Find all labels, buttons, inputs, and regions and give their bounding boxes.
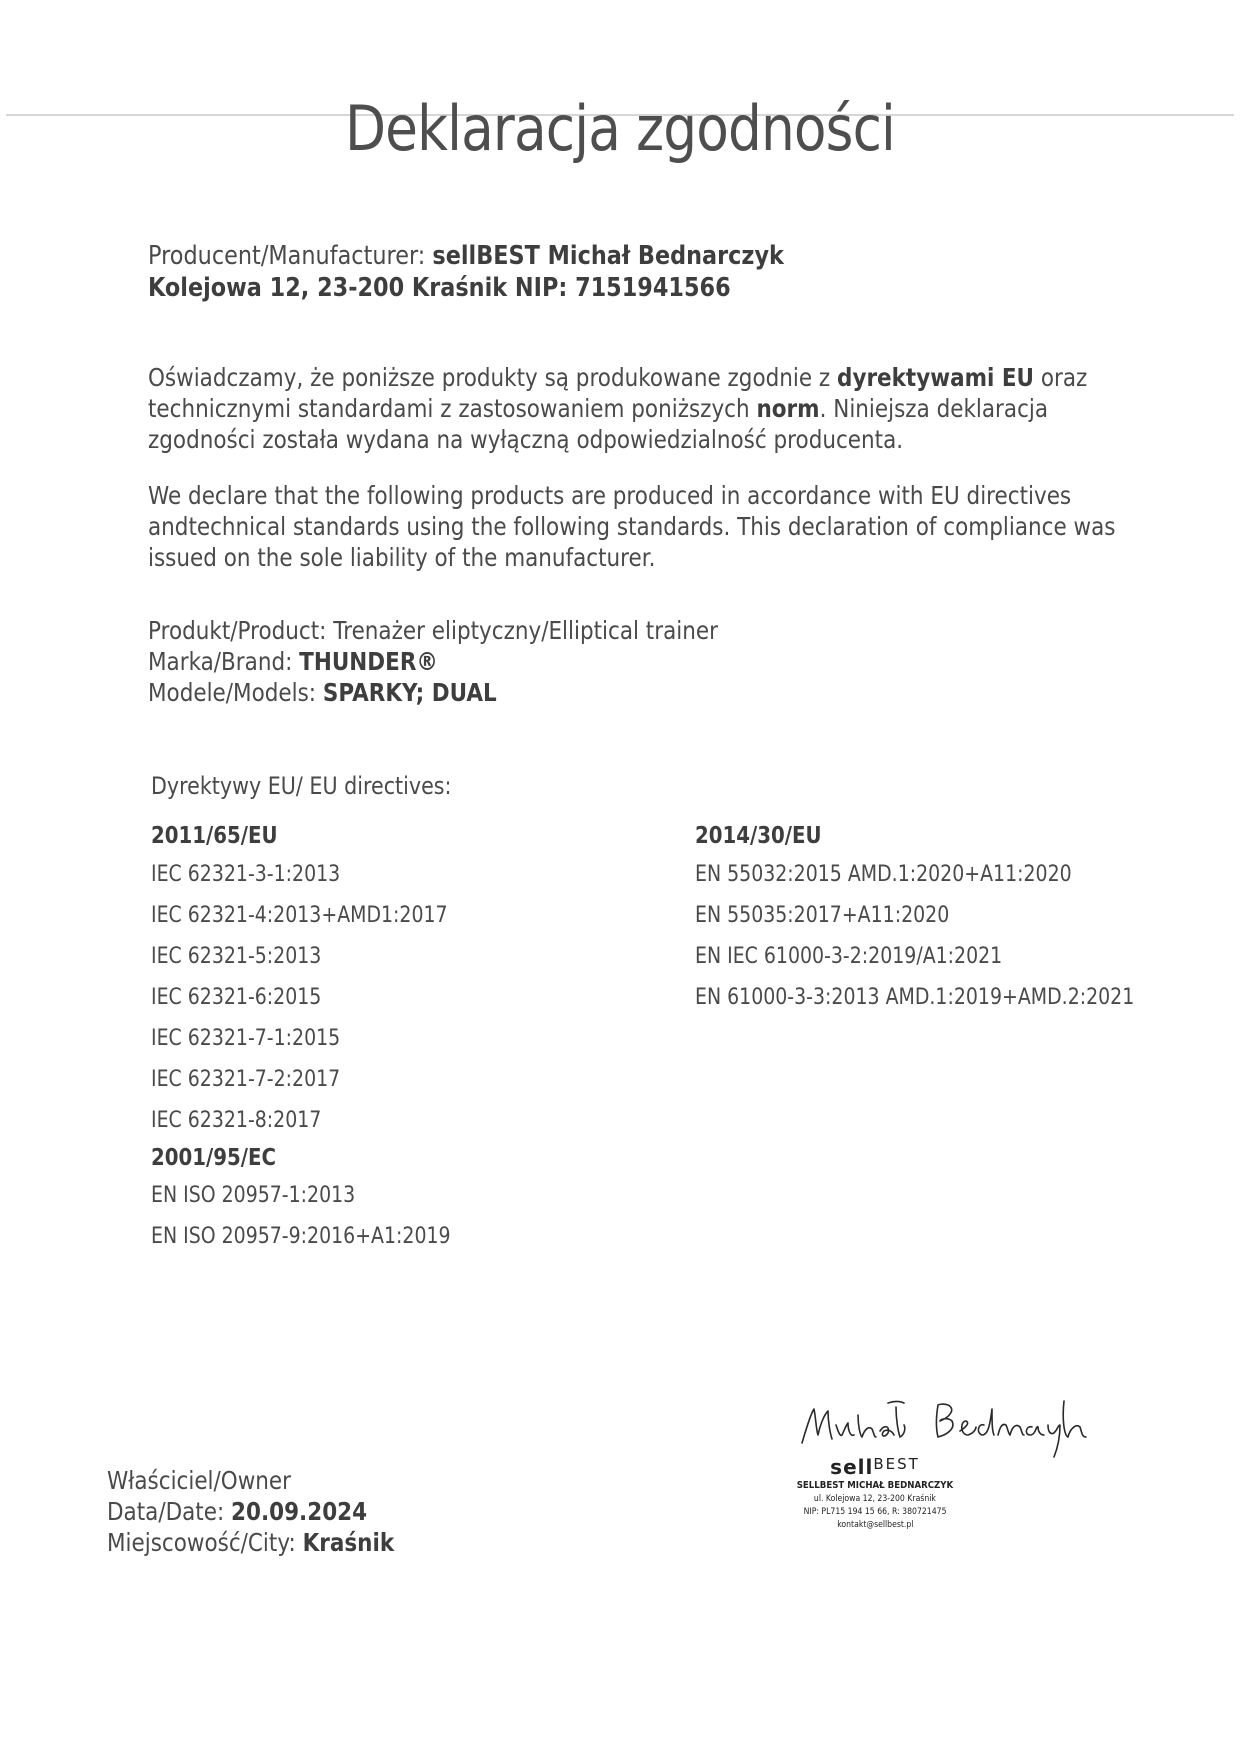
standard-item: EN 61000-3-3:2013 AMD.1:2019+AMD.2:2021 — [695, 985, 1135, 1010]
directive-code: 2001/95/EC — [151, 1145, 277, 1171]
date-value: 20.09.2024 — [231, 1497, 368, 1526]
brand-value: THUNDER® — [299, 647, 438, 676]
statement-pl-bold: dyrektywami EU — [837, 363, 1035, 392]
stamp-company: SELLBEST MICHAŁ BEDNARCZYK — [796, 1480, 954, 1491]
date-label: Data/Date: — [107, 1497, 225, 1526]
brand-label: Marka/Brand: — [148, 647, 293, 676]
statement-pl-bold: norm — [756, 394, 820, 423]
standard-item: EN 55032:2015 AMD.1:2020+A11:2020 — [695, 862, 1072, 887]
standard-item: EN 55035:2017+A11:2020 — [695, 903, 950, 928]
directives-heading — [151, 770, 500, 802]
city-label: Miejscowość/City: — [107, 1528, 296, 1557]
standard-item: IEC 62321-7-2:2017 — [151, 1067, 341, 1092]
company-stamp — [780, 1455, 970, 1532]
manufacturer-block — [148, 240, 887, 304]
directive-code: 2014/30/EU — [695, 823, 822, 849]
signature-area — [780, 1395, 1100, 1565]
statement-pl-text: oraz — [1034, 363, 1088, 392]
directives-left-column — [151, 818, 499, 1257]
models-label: Modele/Models: — [148, 678, 317, 707]
directives-heading-text: Dyrektywy EU/ EU directives: — [151, 772, 452, 800]
statement-pl-text: . Niniejsza deklaracja — [819, 394, 1049, 423]
directive-group — [695, 818, 1206, 1018]
statement-en-text: We declare that the following products are produced in accordance with EU directives — [148, 481, 1072, 510]
standard-item: EN ISO 20957-9:2016+A1:2019 — [151, 1224, 451, 1249]
standard-item: EN IEC 61000-3-2:2019/A1:2021 — [695, 944, 1003, 969]
stamp-logo-best: BEST — [873, 1455, 920, 1473]
manufacturer-name: sellBEST Michał Bednarczyk — [432, 241, 784, 271]
directive-group — [151, 1141, 499, 1257]
directive-code: 2011/65/EU — [151, 823, 278, 849]
manufacturer-address: Kolejowa 12, 23-200 Kraśnik NIP: 7151941566 — [148, 273, 731, 303]
stamp-logo-sell: sell — [830, 1455, 874, 1479]
owner-label: Właściciel/Owner — [107, 1466, 291, 1495]
standard-item: IEC 62321-4:2013+AMD1:2017 — [151, 903, 448, 928]
product-value: Trenażer eliptyczny/Elliptical trainer — [333, 616, 718, 645]
manufacturer-label: Producent/Manufacturer: — [148, 241, 426, 271]
statement-en — [148, 480, 1240, 573]
standard-item: IEC 62321-7-1:2015 — [151, 1026, 341, 1051]
stamp-ids: NIP: PL715 194 15 66, R: 380721475 — [803, 1507, 947, 1517]
statement-en-text: issued on the sole liability of the manufacturer. — [148, 543, 656, 572]
product-label: Produkt/Product: — [148, 616, 327, 645]
statement-pl-text: zgodności została wydana na wyłączną odpowiedzialność producenta. — [148, 425, 904, 454]
stamp-address: ul. Kolejowa 12, 23-200 Kraśnik — [814, 1494, 936, 1504]
statement-pl-text: technicznymi standardami z zastosowaniem poniższych — [148, 394, 757, 423]
page-title: Deklaracja zgodności — [344, 92, 895, 165]
standard-item: IEC 62321-8:2017 — [151, 1108, 322, 1133]
standard-item: IEC 62321-5:2013 — [151, 944, 322, 969]
models-value: SPARKY; DUAL — [322, 678, 497, 707]
standard-item: IEC 62321-3-1:2013 — [151, 862, 341, 887]
directives-right-column — [695, 818, 1206, 1018]
stamp-email: kontakt@sellbest.pl — [836, 1520, 914, 1530]
standard-item: EN ISO 20957-1:2013 — [151, 1183, 356, 1208]
stamp-logo — [780, 1455, 970, 1479]
standard-item: IEC 62321-6:2015 — [151, 985, 322, 1010]
directive-group — [151, 818, 499, 1141]
city-value: Kraśnik — [302, 1528, 395, 1557]
statement-en-text: andtechnical standards using the following standards. This declaration of compliance was — [148, 512, 1116, 541]
footer-block — [107, 1465, 441, 1558]
statement-pl — [148, 362, 1240, 455]
statement-pl-text: Oświadczamy, że poniższe produkty są produkowane zgodnie z — [148, 363, 838, 392]
product-block — [148, 615, 811, 708]
